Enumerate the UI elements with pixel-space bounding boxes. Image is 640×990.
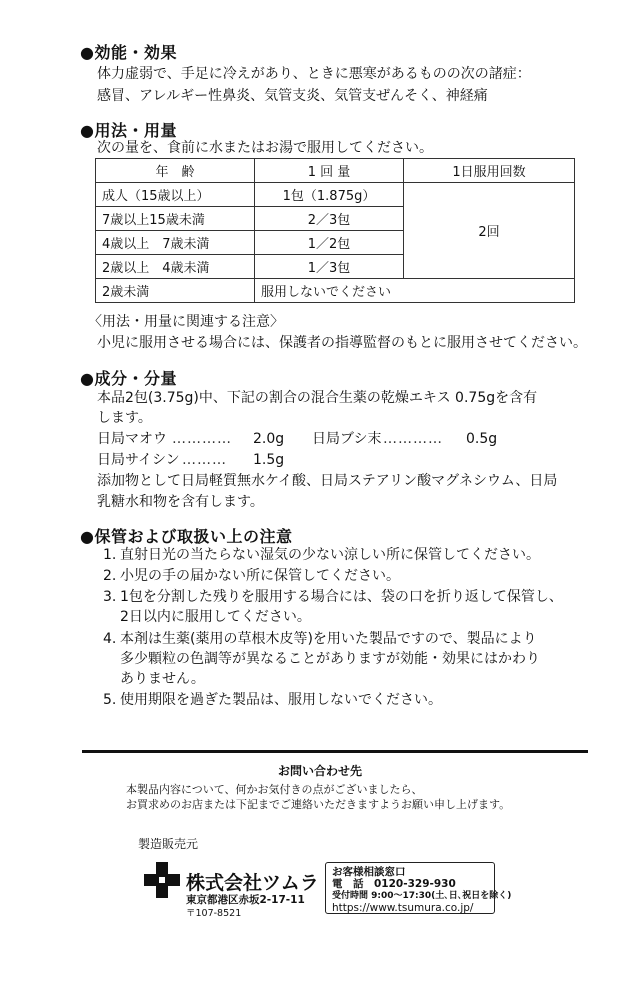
row-age: 4歳以上 7歳未満 [96,231,255,255]
storage-item-text: 小児の手の届かない所に保管してください。 [120,568,400,584]
header-amount: 1 回 量 [255,159,404,183]
storage-item-text: 2日以内に服用してください。 [120,609,311,625]
ingredients-intro-1: 本品2包(3.75g)中、下記の割合の混合生薬の乾燥エキス 0.75gを含有 [97,390,538,406]
dosage-note-title: 〈用法・用量に関連する注意〉 [88,314,284,330]
additives-line-2: 乳糖水和物を含有します。 [97,494,264,510]
leader-dots: ………… [383,431,443,447]
ingredient-amount: 2.0g [253,431,285,447]
table-header-row [96,159,575,183]
storage-item-text: ありません。 [120,671,205,687]
storage-item-text: 直射日光の当たらない湿気の少ない涼しい所に保管してください。 [120,547,540,563]
storage-item-text: 多少顆粒の色調等が異なることがありますが効能・効果にはかわり [120,651,540,667]
efficacy-line-1: 体力虚弱で、手足に冷えがあり、ときに悪寒があるものの次の諸症： [97,66,531,82]
efficacy-line-2: 感冒、アレルギー性鼻炎、気管支炎、気管支ぜんそく、神経痛 [97,88,488,104]
header-times: 1日服用回数 [404,159,575,183]
company-postal: 〒107-8521 [186,908,242,919]
ingredients-heading: ●成分・分量 [80,369,177,388]
storage-item-num: 5. [103,692,117,708]
ingredient-amount: 1.5g [253,452,285,468]
efficacy-heading: ●効能・効果 [80,43,177,62]
row-amount: 2／3包 [255,207,404,231]
row-amount: 1／2包 [255,231,404,255]
storage-item-num: 1. [103,547,117,563]
storage-item-num: 4. [103,631,117,647]
row-amount: 1／3包 [255,255,404,279]
company-name: 株式会社ツムラ [186,872,319,894]
consult-phone: 電 話 0120-329-930 [332,878,456,890]
dosage-heading: ●用法・用量 [80,121,177,140]
ingredient-name: 日局サイシン [97,452,180,468]
row-age: 2歳以上 4歳未満 [96,255,255,279]
dosage-table [95,158,575,303]
row-age: 2歳未満 [96,279,255,303]
ingredient-name: 日局マオウ [97,431,167,447]
ingredient-name: 日局ブシ末 [312,431,382,447]
header-age: 年 齢 [96,159,255,183]
additives-line-1: 添加物として日局軽質無水ケイ酸、日局ステアリン酸マグネシウム、日局 [97,473,558,489]
ingredients-intro-2: します。 [97,410,152,426]
table-row [96,183,575,207]
manufacturer-label: 製造販売元 [138,837,199,851]
contact-line-2: お買求めのお店または下記までご連絡いただきますようお願い申し上げます。 [126,798,511,811]
dosage-intro: 次の量を、食前に水またはお湯で服用してください。 [97,140,433,156]
consult-title: お客様相談窓口 [332,866,406,878]
website-link[interactable]: https://www.tsumura.co.jp/ [332,902,474,914]
consult-hours: 受付時間 9:00～17:30(土､日､祝日を除く) [332,891,512,901]
row-age: 7歳以上15歳未満 [96,207,255,231]
storage-item-num: 3. [103,589,117,605]
contact-title: お問い合わせ先 [277,764,362,778]
storage-item-text: 使用期限を過ぎた製品は、服用しないでください。 [120,692,442,708]
storage-item-num: 2. [103,568,117,584]
storage-item-text: 1包を分割した残りを服用する場合には、袋の口を折り返して保管し、 [120,589,563,605]
leader-dots: ………… [172,431,232,447]
row-amount: 服用しないでください [255,279,575,303]
company-address: 東京都港区赤坂2-17-11 [186,894,305,906]
contact-line-1: 本製品内容について、何かお気付きの点がございましたら、 [126,783,423,796]
row-age: 成人（15歳以上） [96,183,255,207]
storage-item-text: 本剤は生薬(薬用の草根木皮等)を用いた製品ですので、製品により [120,631,537,647]
dosage-note-text: 小児に服用させる場合には、保護者の指導監督のもとに服用させてください。 [97,335,587,351]
row-times: 2回 [404,183,575,279]
ingredient-amount: 0.5g [466,431,498,447]
table-row [96,279,575,303]
storage-heading: ●保管および取扱い上の注意 [80,527,293,546]
consultation-box [325,862,512,914]
row-amount: 1包（1.875g） [255,183,404,207]
section-divider [82,750,588,753]
leader-dots: ……… [182,452,227,468]
tsumura-logo-icon [142,860,182,900]
